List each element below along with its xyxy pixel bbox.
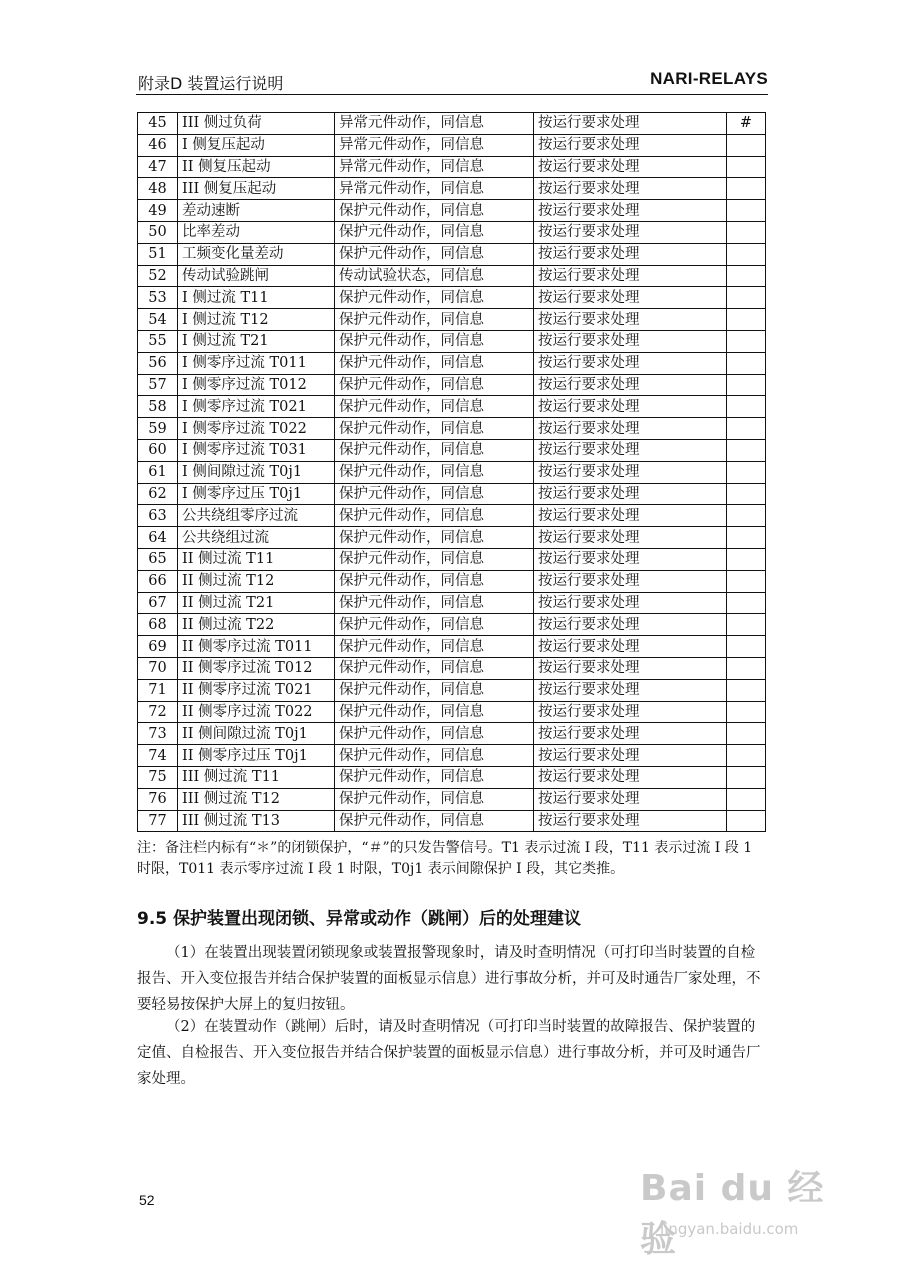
handling-action: 按运行要求处理 — [534, 156, 727, 178]
signal-type: 保护元件动作，同信息 — [335, 483, 534, 505]
row-number: 54 — [138, 309, 178, 331]
handling-action: 按运行要求处理 — [534, 265, 727, 287]
handling-action: 按运行要求处理 — [534, 243, 727, 265]
paragraph-2: （2）在装置动作（跳闸）后时，请及时查明情况（可打印当时装置的故障报告、保护装置的定值、自检报告、开入变位报告并结合保护装置的面板显示信息）进行事故分析，并可及时通告厂家处理。 — [137, 1019, 761, 1087]
signal-type: 保护元件动作，同信息 — [335, 745, 534, 767]
remark-cell — [727, 396, 766, 418]
table-row — [138, 221, 766, 243]
signal-name: 传动试验跳闸 — [178, 265, 335, 287]
remark-cell — [727, 701, 766, 723]
signal-name: I 侧过流 T21 — [178, 330, 335, 352]
table-row — [138, 657, 766, 679]
handling-action: 按运行要求处理 — [534, 505, 727, 527]
remark-cell — [727, 527, 766, 549]
remark-cell — [727, 439, 766, 461]
signal-type: 保护元件动作，同信息 — [335, 657, 534, 679]
table-row — [138, 243, 766, 265]
signal-name: 公共绕组过流 — [178, 527, 335, 549]
signal-type: 异常元件动作，同信息 — [335, 156, 534, 178]
table-row — [138, 113, 766, 135]
row-number: 61 — [138, 461, 178, 483]
table-row — [138, 810, 766, 832]
handling-action: 按运行要求处理 — [534, 396, 727, 418]
signal-type: 保护元件动作，同信息 — [335, 352, 534, 374]
handling-action: 按运行要求处理 — [534, 810, 727, 832]
signal-type: 保护元件动作，同信息 — [335, 614, 534, 636]
row-number: 55 — [138, 330, 178, 352]
row-number: 63 — [138, 505, 178, 527]
row-number: 71 — [138, 679, 178, 701]
row-number: 60 — [138, 439, 178, 461]
handling-action: 按运行要求处理 — [534, 418, 727, 440]
signal-name: II 侧零序过流 T022 — [178, 701, 335, 723]
signal-type: 传动试验状态，同信息 — [335, 265, 534, 287]
table-row — [138, 636, 766, 658]
table-row — [138, 723, 766, 745]
row-number: 66 — [138, 570, 178, 592]
table-row — [138, 156, 766, 178]
remark-cell — [727, 679, 766, 701]
handling-action: 按运行要求处理 — [534, 352, 727, 374]
handling-action: 按运行要求处理 — [534, 679, 727, 701]
signal-type: 保护元件动作，同信息 — [335, 221, 534, 243]
handling-action: 按运行要求处理 — [534, 745, 727, 767]
signal-type: 保护元件动作，同信息 — [335, 570, 534, 592]
signal-type: 保护元件动作，同信息 — [335, 548, 534, 570]
remark-cell — [727, 265, 766, 287]
row-number: 51 — [138, 243, 178, 265]
handling-action: 按运行要求处理 — [534, 200, 727, 222]
signal-name: II 侧零序过流 T011 — [178, 636, 335, 658]
page-number: 52 — [139, 1192, 155, 1208]
remark-cell — [727, 483, 766, 505]
signal-type: 保护元件动作，同信息 — [335, 592, 534, 614]
signal-type: 保护元件动作，同信息 — [335, 636, 534, 658]
row-number: 67 — [138, 592, 178, 614]
signal-type: 保护元件动作，同信息 — [335, 788, 534, 810]
table-note: 注：备注栏内标有“＊”的闭锁保护，“＃”的只发告警信号。T1 表示过流 I 段，T11 表示过流 I 段 1 时限，T011 表示零序过流 I 段 1 时限，T0j1 表示间隙保护 I 段，其它类推。 — [137, 840, 753, 877]
signal-name: I 侧零序过流 T011 — [178, 352, 335, 374]
handling-action: 按运行要求处理 — [534, 330, 727, 352]
handling-action: 按运行要求处理 — [534, 113, 727, 135]
signal-type: 保护元件动作，同信息 — [335, 810, 534, 832]
signal-name: I 侧零序过流 T012 — [178, 374, 335, 396]
handling-action: 按运行要求处理 — [534, 221, 727, 243]
signal-name: II 侧零序过压 T0j1 — [178, 745, 335, 767]
signal-type: 异常元件动作，同信息 — [335, 134, 534, 156]
signal-name: I 侧间隙过流 T0j1 — [178, 461, 335, 483]
table-row — [138, 178, 766, 200]
handling-action: 按运行要求处理 — [534, 461, 727, 483]
table-row — [138, 439, 766, 461]
header-rule — [136, 94, 768, 95]
signal-name: II 侧间隙过流 T0j1 — [178, 723, 335, 745]
signal-name: 比率差动 — [178, 221, 335, 243]
signal-name: I 侧过流 T12 — [178, 309, 335, 331]
handling-action: 按运行要求处理 — [534, 592, 727, 614]
signal-type: 保护元件动作，同信息 — [335, 330, 534, 352]
handling-action: 按运行要求处理 — [534, 309, 727, 331]
signal-type: 保护元件动作，同信息 — [335, 309, 534, 331]
table-row — [138, 679, 766, 701]
table-row — [138, 592, 766, 614]
table-row — [138, 352, 766, 374]
table-row — [138, 461, 766, 483]
handling-action: 按运行要求处理 — [534, 570, 727, 592]
signal-name: III 侧过负荷 — [178, 113, 335, 135]
signal-name: II 侧复压起动 — [178, 156, 335, 178]
signal-name: II 侧过流 T12 — [178, 570, 335, 592]
handling-action: 按运行要求处理 — [534, 766, 727, 788]
row-number: 48 — [138, 178, 178, 200]
signal-name: II 侧零序过流 T012 — [178, 657, 335, 679]
remark-cell — [727, 810, 766, 832]
row-number: 64 — [138, 527, 178, 549]
handling-action: 按运行要求处理 — [534, 178, 727, 200]
remark-cell — [727, 548, 766, 570]
row-number: 46 — [138, 134, 178, 156]
signal-type: 保护元件动作，同信息 — [335, 701, 534, 723]
signal-name: III 侧复压起动 — [178, 178, 335, 200]
table-row — [138, 505, 766, 527]
handling-action: 按运行要求处理 — [534, 723, 727, 745]
signal-name: I 侧零序过压 T0j1 — [178, 483, 335, 505]
remark-cell — [727, 788, 766, 810]
row-number: 65 — [138, 548, 178, 570]
row-number: 58 — [138, 396, 178, 418]
row-number: 59 — [138, 418, 178, 440]
remark-cell — [727, 134, 766, 156]
row-number: 49 — [138, 200, 178, 222]
handling-action: 按运行要求处理 — [534, 527, 727, 549]
row-number: 53 — [138, 287, 178, 309]
watermark-url: jingyan.baidu.com — [660, 1220, 799, 1238]
signal-type: 保护元件动作，同信息 — [335, 418, 534, 440]
table-row — [138, 200, 766, 222]
header-title: 附录D 装置运行说明 — [138, 74, 284, 93]
remark-cell — [727, 243, 766, 265]
table-row — [138, 134, 766, 156]
remark-cell — [727, 614, 766, 636]
remark-cell — [727, 418, 766, 440]
paragraph-1: （1）在装置出现装置闭锁现象或装置报警现象时，请及时查明情况（可打印当时装置的自检报告、开入变位报告并结合保护装置的面板显示信息）进行事故分析，并可及时通告厂家处理，不要轻易按保护大屏上的复归按钮。 — [137, 945, 761, 1013]
remark-cell — [727, 178, 766, 200]
row-number: 57 — [138, 374, 178, 396]
remark-cell — [727, 309, 766, 331]
table-row — [138, 330, 766, 352]
signal-name: III 侧过流 T12 — [178, 788, 335, 810]
signal-type: 保护元件动作，同信息 — [335, 243, 534, 265]
table-row — [138, 614, 766, 636]
baidu-jingyan-logo: Bai du 经验 — [640, 1168, 825, 1260]
signal-name: 工频变化量差动 — [178, 243, 335, 265]
signal-name: II 侧零序过流 T021 — [178, 679, 335, 701]
header-brand: NARI-RELAYS — [650, 69, 768, 88]
handling-action: 按运行要求处理 — [534, 548, 727, 570]
signal-name: II 侧过流 T21 — [178, 592, 335, 614]
remark-cell — [727, 352, 766, 374]
remark-cell — [727, 636, 766, 658]
table-row — [138, 548, 766, 570]
signal-name: III 侧过流 T11 — [178, 766, 335, 788]
signal-type: 异常元件动作，同信息 — [335, 113, 534, 135]
remark-cell — [727, 287, 766, 309]
handling-action: 按运行要求处理 — [534, 287, 727, 309]
table-row — [138, 570, 766, 592]
row-number: 69 — [138, 636, 178, 658]
table-row — [138, 527, 766, 549]
watermark — [640, 1160, 850, 1260]
row-number: 45 — [138, 113, 178, 135]
signal-name: II 侧过流 T11 — [178, 548, 335, 570]
row-number: 56 — [138, 352, 178, 374]
remark-cell — [727, 461, 766, 483]
signal-type: 保护元件动作，同信息 — [335, 679, 534, 701]
signal-name: III 侧过流 T13 — [178, 810, 335, 832]
handling-action: 按运行要求处理 — [534, 439, 727, 461]
remark-cell — [727, 745, 766, 767]
table-row — [138, 766, 766, 788]
remark-cell — [727, 723, 766, 745]
signal-name: I 侧零序过流 T031 — [178, 439, 335, 461]
signal-type: 异常元件动作，同信息 — [335, 178, 534, 200]
signal-type: 保护元件动作，同信息 — [335, 505, 534, 527]
signal-name: 差动速断 — [178, 200, 335, 222]
table-row — [138, 745, 766, 767]
signal-type: 保护元件动作，同信息 — [335, 396, 534, 418]
signal-name: I 侧零序过流 T021 — [178, 396, 335, 418]
remark-cell — [727, 592, 766, 614]
remark-cell — [727, 221, 766, 243]
signal-name: II 侧过流 T22 — [178, 614, 335, 636]
row-number: 70 — [138, 657, 178, 679]
table-row — [138, 287, 766, 309]
row-number: 50 — [138, 221, 178, 243]
row-number: 68 — [138, 614, 178, 636]
signal-name: I 侧复压起动 — [178, 134, 335, 156]
row-number: 75 — [138, 766, 178, 788]
signal-type: 保护元件动作，同信息 — [335, 723, 534, 745]
table-row — [138, 788, 766, 810]
handling-action: 按运行要求处理 — [534, 374, 727, 396]
signal-type: 保护元件动作，同信息 — [335, 766, 534, 788]
signal-name: I 侧过流 T11 — [178, 287, 335, 309]
row-number: 72 — [138, 701, 178, 723]
signal-type: 保护元件动作，同信息 — [335, 439, 534, 461]
table-row — [138, 418, 766, 440]
remark-cell — [727, 570, 766, 592]
handling-action: 按运行要求处理 — [534, 788, 727, 810]
handling-action: 按运行要求处理 — [534, 483, 727, 505]
row-number: 73 — [138, 723, 178, 745]
table-row — [138, 309, 766, 331]
handling-action: 按运行要求处理 — [534, 701, 727, 723]
handling-action: 按运行要求处理 — [534, 657, 727, 679]
row-number: 47 — [138, 156, 178, 178]
remark-cell: # — [727, 113, 766, 135]
row-number: 74 — [138, 745, 178, 767]
row-number: 76 — [138, 788, 178, 810]
table-row — [138, 374, 766, 396]
remark-cell — [727, 505, 766, 527]
remark-cell — [727, 330, 766, 352]
remark-cell — [727, 156, 766, 178]
table-row — [138, 265, 766, 287]
signal-name: 公共绕组零序过流 — [178, 505, 335, 527]
signal-type: 保护元件动作，同信息 — [335, 527, 534, 549]
signal-type: 保护元件动作，同信息 — [335, 287, 534, 309]
handling-action: 按运行要求处理 — [534, 636, 727, 658]
signal-name: I 侧零序过流 T022 — [178, 418, 335, 440]
row-number: 62 — [138, 483, 178, 505]
handling-action: 按运行要求处理 — [534, 134, 727, 156]
signal-type: 保护元件动作，同信息 — [335, 461, 534, 483]
signal-table — [137, 112, 766, 832]
remark-cell — [727, 766, 766, 788]
section-heading: 9.5 保护装置出现闭锁、异常或动作（跳闸）后的处理建议 — [137, 909, 582, 929]
remark-cell — [727, 200, 766, 222]
row-number: 52 — [138, 265, 178, 287]
table-row — [138, 396, 766, 418]
remark-cell — [727, 657, 766, 679]
remark-cell — [727, 374, 766, 396]
table-row — [138, 483, 766, 505]
signal-type: 保护元件动作，同信息 — [335, 200, 534, 222]
row-number: 77 — [138, 810, 178, 832]
table-row — [138, 701, 766, 723]
signal-type: 保护元件动作，同信息 — [335, 374, 534, 396]
handling-action: 按运行要求处理 — [534, 614, 727, 636]
